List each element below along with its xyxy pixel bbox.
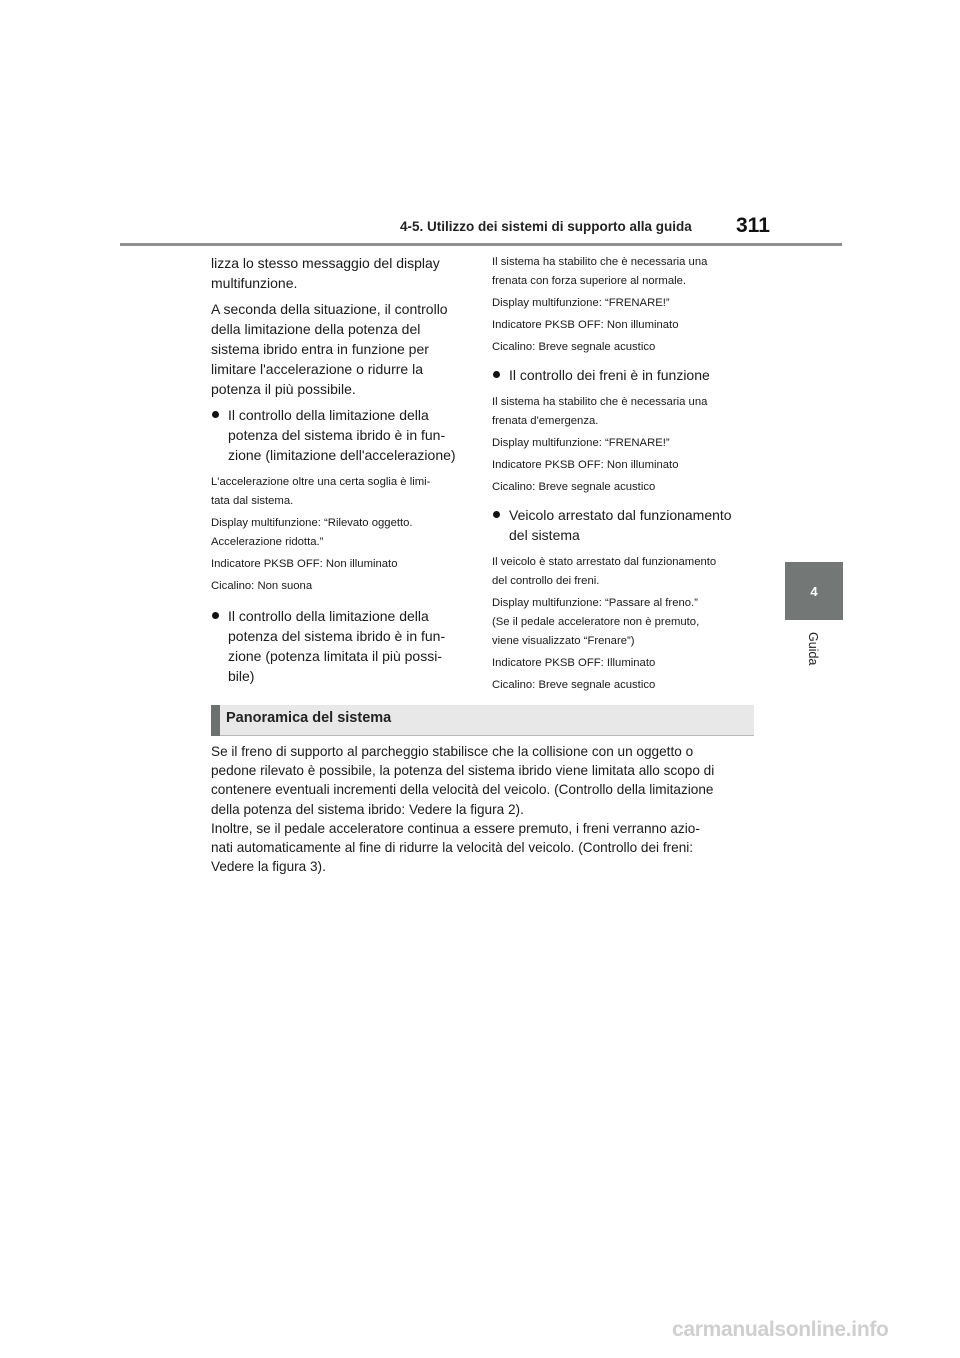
left-column <box>211 253 473 694</box>
watermark: carmanualsonline.info <box>672 1318 889 1341</box>
bullet-item: Il controllo dei freni è in funzione <box>492 365 754 385</box>
detail-text: Il sistema ha stabilito che è necessaria una frenata con forza superiore al normale. <box>492 256 708 287</box>
buzzer-text: Cicalino: Breve segnale acustico <box>492 679 656 691</box>
bullet-item: Il controllo della limitazione della potenza del sistema ibrido è in fun- zione (potenza limitata il più possi- bile) <box>211 606 473 686</box>
detail-text: Il veicolo è stato arrestato dal funzionamento del controllo dei freni. <box>492 556 717 587</box>
indicator-text: Indicatore PKSB OFF: Non illuminato <box>492 319 679 331</box>
display-text: Display multifunzione: “Passare al freno.” (Se il pedale acceleratore non è premuto, viene visualizzato “Frenare”) <box>492 597 700 647</box>
intro-paragraph: lizza lo stesso messaggio del display multifunzione. <box>211 255 440 291</box>
buzzer-text: Cicalino: Non suona <box>211 580 313 592</box>
section-body: Se il freno di supporto al parcheggio stabilisce che la collisione con un oggetto o pedone rilevato è possibile, la potenza del sistema ibrido viene limitata allo scopo di contenere eventuali incrementi della velocità del veicolo. (Controllo della limitazione della potenza del sistema ibrido: Vedere la figura 2). Inoltre, se il pedale acceleratore continua a essere premuto, i freni verranno azio- nati automaticamente al fine di ridurre la velocità del veicolo. (Controllo dei freni: Vedere la figura 3). <box>211 744 715 875</box>
display-text: Display multifunzione: “Rilevato oggetto. Accelerazione ridotta.” <box>211 517 413 548</box>
page-number: 311 <box>736 214 770 237</box>
bullet-item: Veicolo arrestato dal funzionamento del sistema <box>492 505 754 545</box>
chapter-tab[interactable] <box>785 562 843 620</box>
header-divider <box>120 243 842 246</box>
display-text: Display multifunzione: “FRENARE!” <box>492 297 670 309</box>
indicator-text: Indicatore PKSB OFF: Non illuminato <box>211 558 398 570</box>
buzzer-text: Cicalino: Breve segnale acustico <box>492 341 656 353</box>
bullet-icon <box>212 411 219 418</box>
section-accent <box>211 705 220 736</box>
display-text: Display multifunzione: “FRENARE!” <box>492 437 670 449</box>
indicator-text: Indicatore PKSB OFF: Non illuminato <box>492 459 679 471</box>
section-heading: Panoramica del sistema <box>226 710 392 726</box>
chapter-tab-label: Guida <box>806 632 820 666</box>
detail-text: L'accelerazione oltre una certa soglia è limi- tata dal sistema. <box>211 476 431 507</box>
section-heading-bar <box>211 705 754 736</box>
indicator-text: Indicatore PKSB OFF: Illuminato <box>492 657 656 669</box>
bullet-icon <box>212 612 219 619</box>
bullet-icon <box>493 371 500 378</box>
section-header-title: 4-5. Utilizzo dei sistemi di supporto alla guida <box>400 219 692 234</box>
paragraph: A seconda della situazione, il controllo della limitazione della potenza del sistema ibrido entra in funzione per limitare l'accelerazione o ridurre la potenza il più possibile. <box>211 301 448 397</box>
bullet-icon <box>493 511 500 518</box>
bullet-item: Il controllo della limitazione della potenza del sistema ibrido è in fun- zione (limitazione dell'accelerazione) <box>211 405 473 465</box>
right-column <box>492 253 754 698</box>
detail-text: Il sistema ha stabilito che è necessaria una frenata d'emergenza. <box>492 396 708 427</box>
chapter-tab-number: 4 <box>810 583 818 599</box>
buzzer-text: Cicalino: Breve segnale acustico <box>492 481 656 493</box>
